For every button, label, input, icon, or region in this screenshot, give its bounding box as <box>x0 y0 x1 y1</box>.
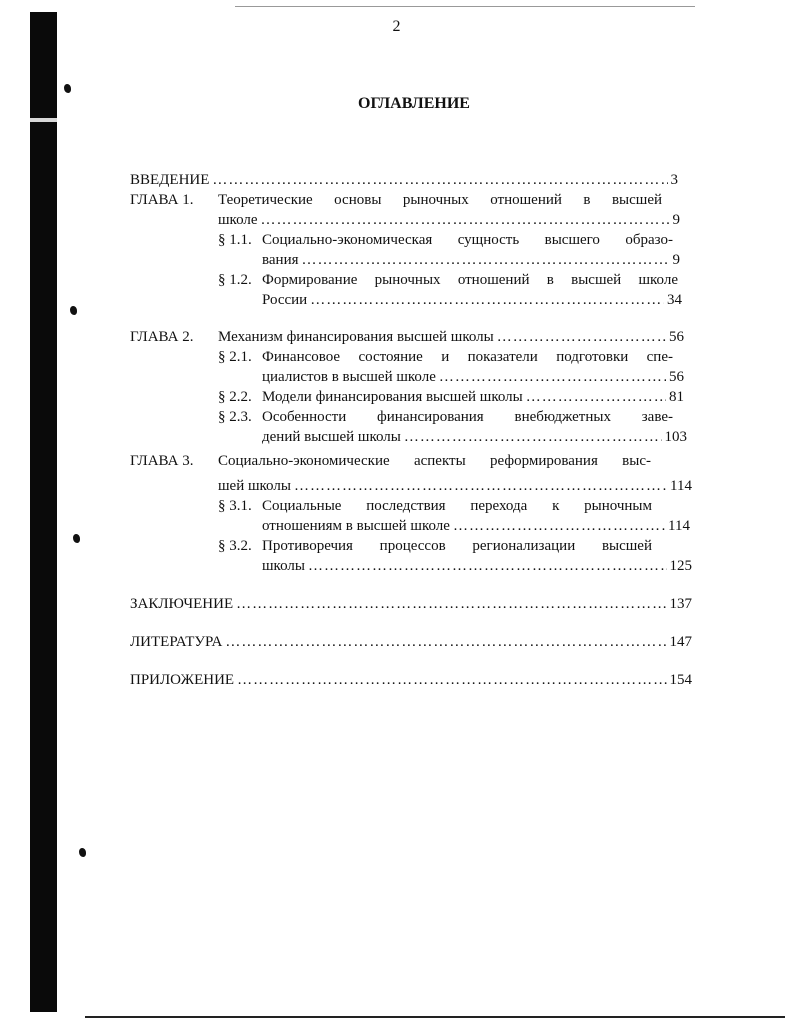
section-3-2-title: Противоречия процессов регионализации высшей <box>262 538 652 554</box>
page-title: ОГЛАВЛЕНИЕ <box>358 95 470 112</box>
chapter-2-label: ГЛАВА 2. <box>130 329 194 345</box>
section-3-1-title: Социальные последствия перехода к рыночным <box>262 498 652 514</box>
toc-entry-title: школы <box>262 558 305 574</box>
toc-entry-conclusion <box>130 594 692 614</box>
section-3-2-cont <box>262 556 692 576</box>
toc-leader-dots <box>302 250 670 270</box>
scan-edge-bar <box>30 12 57 1012</box>
toc-page-number: 3 <box>670 172 678 188</box>
scan-bottom-line <box>85 1016 785 1018</box>
chapter-2-title <box>218 327 684 347</box>
scan-top-line <box>235 6 695 7</box>
chapter-1-title: Теоретические основы рыночных отношений в высшей <box>218 192 662 208</box>
toc-page-number: 114 <box>670 478 692 494</box>
section-1-1-title: Социально-экономическая сущность высшего образо- <box>262 232 673 248</box>
toc-page-number: 137 <box>669 596 692 612</box>
toc-page-number: 9 <box>672 212 680 228</box>
toc-entry-title: России <box>262 292 308 308</box>
toc-leader-dots <box>261 210 670 230</box>
toc-entry-title: циалистов в высшей школе <box>262 369 436 385</box>
toc-entry-title: вания <box>262 252 299 268</box>
toc-page-number: 81 <box>669 389 684 405</box>
section-1-1-number: § 1.1. <box>218 232 252 248</box>
section-2-1-cont <box>262 367 684 387</box>
toc-entry-title: шей школы <box>218 478 291 494</box>
section-2-3-cont <box>262 427 687 447</box>
toc-page-number: 154 <box>669 672 692 688</box>
toc-entry-title: Модели финансирования высшей школы <box>262 389 523 405</box>
section-3-2-number: § 3.2. <box>218 538 252 554</box>
toc-leader-dots <box>310 290 664 310</box>
toc-leader-dots <box>404 427 662 447</box>
toc-page-number: 9 <box>672 252 680 268</box>
toc-entry-literature <box>130 632 692 652</box>
toc-entry-title: ПРИЛОЖЕНИЕ <box>130 672 235 688</box>
scan-edge-gap <box>30 118 57 122</box>
section-3-1-number: § 3.1. <box>218 498 252 514</box>
toc-page-number: 125 <box>669 558 692 574</box>
toc-entry-title: Механизм финансирования высшей школы <box>218 329 494 345</box>
toc-entry-title: ЗАКЛЮЧЕНИЕ <box>130 596 234 612</box>
toc-page-number: 114 <box>668 518 690 534</box>
toc-entry-title: школе <box>218 212 258 228</box>
toc-entry-title: ВВЕДЕНИЕ <box>130 172 210 188</box>
section-1-1-cont <box>262 250 680 270</box>
toc-entry-appendix <box>130 670 692 690</box>
section-2-2-title <box>262 387 684 407</box>
toc-entry-title: дений высшей школы <box>262 429 401 445</box>
toc-entry-title: ЛИТЕРАТУРА <box>130 634 223 650</box>
toc-page-number: 56 <box>669 369 684 385</box>
page-number: 2 <box>392 18 401 35</box>
chapter-1-label: ГЛАВА 1. <box>130 192 194 208</box>
scan-speck <box>79 848 86 857</box>
chapter-1-title-cont <box>218 210 680 230</box>
toc-leader-dots <box>497 327 666 347</box>
section-1-2-title: Формирование рыночных отношений в высшей школе <box>262 272 678 288</box>
toc-leader-dots <box>526 387 666 407</box>
section-2-1-number: § 2.1. <box>218 349 252 365</box>
section-2-3-title: Особенности финансирования внебюджетных заве- <box>262 409 673 425</box>
scan-speck <box>73 534 80 543</box>
section-2-1-title: Финансовое состояние и показатели подготовки спе- <box>262 349 673 365</box>
toc-leader-dots <box>453 516 665 536</box>
section-1-2-number: § 1.2. <box>218 272 252 288</box>
section-1-2-cont <box>262 290 682 310</box>
toc-leader-dots <box>236 594 666 614</box>
chapter-3-label: ГЛАВА 3. <box>130 453 194 469</box>
toc-leader-dots <box>212 170 667 190</box>
scan-speck <box>70 306 77 315</box>
toc-page-number: 56 <box>669 329 684 345</box>
section-2-2-number: § 2.2. <box>218 389 252 405</box>
toc-page-number: 34 <box>667 292 682 308</box>
toc-leader-dots <box>308 556 667 576</box>
toc-entry-intro <box>130 170 678 190</box>
toc-page-number: 147 <box>669 634 692 650</box>
scan-speck <box>64 84 71 93</box>
toc-leader-dots <box>439 367 666 387</box>
section-3-1-cont <box>262 516 690 536</box>
toc-leader-dots <box>294 476 667 496</box>
toc-leader-dots <box>237 670 666 690</box>
toc-leader-dots <box>225 632 666 652</box>
toc-page-number: 103 <box>664 429 687 445</box>
toc-entry-title: отношениям в высшей школе <box>262 518 450 534</box>
section-2-3-number: § 2.3. <box>218 409 252 425</box>
chapter-3-title: Социально-экономические аспекты реформирования выс- <box>218 453 651 469</box>
chapter-3-title-cont <box>218 476 692 496</box>
